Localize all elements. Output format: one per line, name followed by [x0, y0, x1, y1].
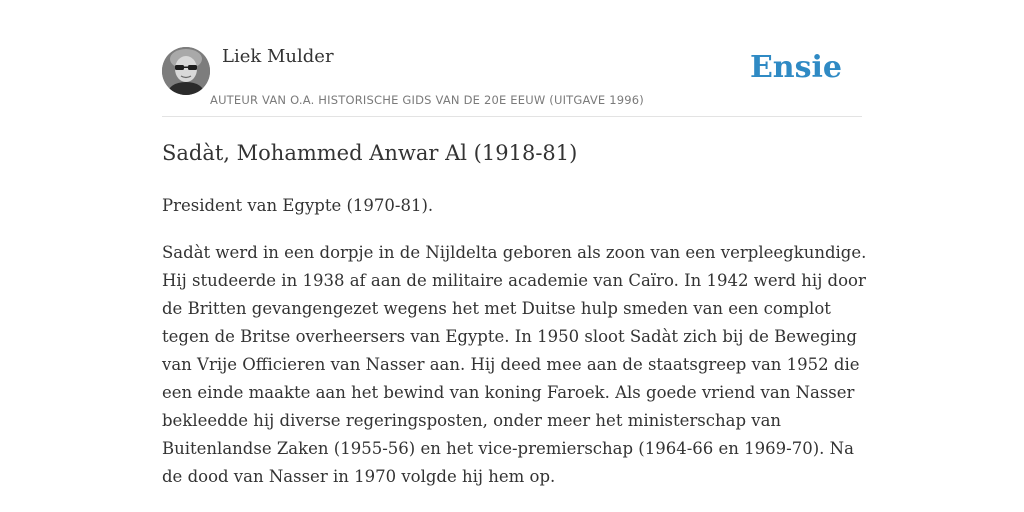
ensie-logo[interactable]: Ensie [749, 50, 842, 85]
author-photo-icon [162, 47, 210, 95]
author-avatar[interactable] [162, 47, 210, 95]
article-body [162, 192, 872, 510]
author-header [162, 44, 862, 117]
article-paragraph: Sadàt werd in een dorpje in de Nijldelta geboren als zoon van een verpleegkundige. Hij studeerde in 1938 af aan de militaire academie van Caïro. In 1942 werd hij door de Britten gevangengezet wegens het met Duitse hulp smeden van een complot tegen de Britse overheersers van Egypte. In 1950 sloot Sadàt zich bij de Beweging van Vrije Officieren van Nasser aan. Hij deed mee aan de staatsgreep van 1952 die een einde maakte aan het bewind van koning Faroek. Als goede vriend van Nasser bekleedde hij diverse regeringsposten, onder meer het ministerschap van Buitenlandse Zaken (1955-56) en het vice-premierschap (1964-66 en 1969-70). Na de dood van Nasser in 1970 volgde hij hem op. [162, 243, 867, 486]
author-bio: AUTEUR VAN O.A. HISTORISCHE GIDS VAN DE 20E EEUW (UITGAVE 1996) [210, 93, 644, 107]
article-title: Sadàt, Mohammed Anwar Al (1918-81) [162, 141, 578, 165]
author-name[interactable]: Liek Mulder [222, 46, 334, 67]
article-subtitle: President van Egypte (1970-81). [162, 196, 434, 215]
